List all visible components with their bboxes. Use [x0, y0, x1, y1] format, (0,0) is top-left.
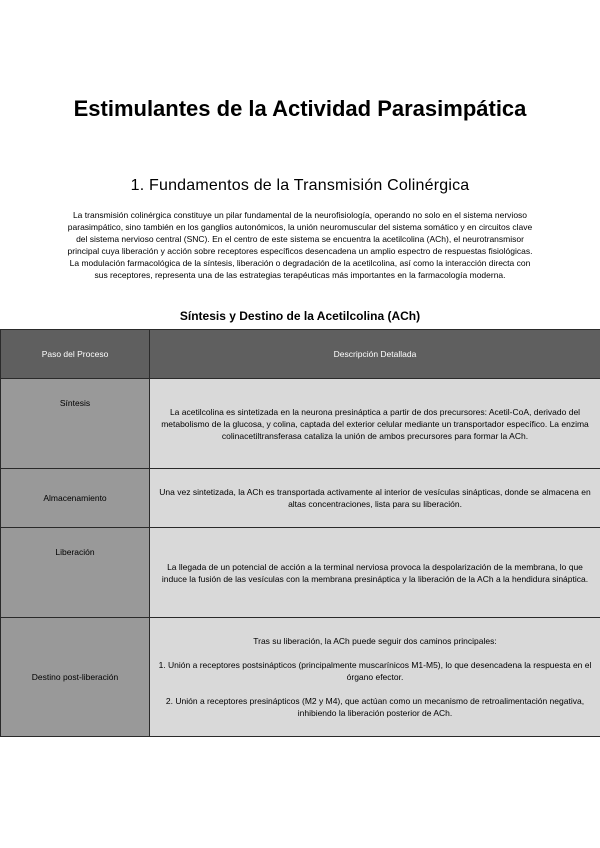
step-cell: Almacenamiento [1, 469, 150, 528]
document-title: Estimulantes de la Actividad Parasimpática [73, 96, 527, 121]
table-row [1, 618, 600, 737]
step-cell: Liberación [1, 528, 150, 618]
description-text: 1. Unión a receptores postsinápticos (principalmente muscarínicos M1-M5), lo que desencadena la respuesta en el órgano efector. [158, 660, 592, 682]
intro-paragraph: La transmisión colinérgica constituye un pilar fundamental de la neurofisiología, operando no solo en el sistema nervioso parasimpático, sino también en los ganglios autonómicos, la unión neuromuscular del sistema somático y en circuitos clave del sistema nervioso central (SNC). En el centro de este sistema se encuentra la acetilcolina (ACh), el neurotransmisor principal cuya liberación y acción sobre receptores específicos desencadena un amplio espectro de respuestas fisiológicas. La modulación farmacológica de la síntesis, liberación o degradación de la acetilcolina, así como la interacción directa con sus receptores, representa una de las estrategias terapéuticas más importantes en la farmacología moderna. [67, 210, 533, 280]
section-heading: 1. Fundamentos de la Transmisión Colinérgica [130, 177, 470, 194]
description-cell [150, 528, 600, 618]
description-cell [150, 469, 600, 528]
table-row [1, 469, 600, 528]
description-text: Una vez sintetizada, la ACh es transportada activamente al interior de vesículas sinápticas, donde se almacena en altas concentraciones, lista para su liberación. [159, 487, 591, 509]
table-title: Síntesis y Destino de la Acetilcolina (ACh) [179, 309, 421, 323]
table-row [1, 379, 600, 469]
header-description: Descripción Detallada [150, 330, 600, 379]
header-step: Paso del Proceso [1, 330, 150, 379]
process-table [0, 329, 600, 737]
description-text: 2. Unión a receptores presinápticos (M2 y M4), que actúan como un mecanismo de retroalimentación negativa, inhibiendo la liberación posterior de ACh. [165, 696, 585, 718]
description-cell [150, 618, 600, 737]
description-text: La llegada de un potencial de acción a la terminal nerviosa provoca la despolarización de la membrana, lo que induce la fusión de las vesículas con la membrana presináptica y la liberación de la ACh a la hendidura sináptica. [161, 561, 589, 584]
step-cell: Destino post-liberación [1, 618, 150, 737]
description-text: La acetilcolina es sintetizada en la neurona presináptica a partir de dos precursores: Acetil-CoA, derivado del metabolismo de la glucosa, y colina, captada del exterior celular mediante un transportador específico. La enzima colinacetiltransferasa cataliza la unión de ambos precursores para formar la ACh. [161, 406, 589, 441]
table-row [1, 528, 600, 618]
description-text: Tras su liberación, la ACh puede seguir dos caminos principales: [253, 636, 497, 646]
table-header-row [1, 330, 600, 379]
description-cell [150, 379, 600, 469]
step-cell: Síntesis [1, 379, 150, 469]
